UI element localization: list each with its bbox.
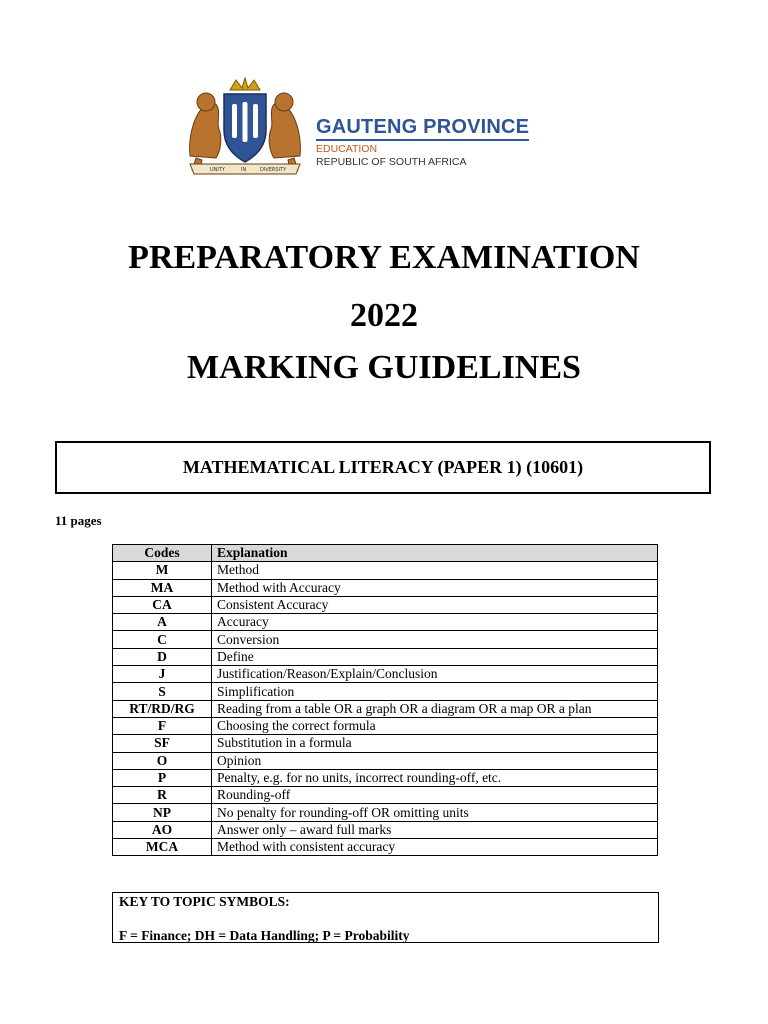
code-cell: A bbox=[113, 614, 212, 631]
code-cell: MA bbox=[113, 579, 212, 596]
code-cell: P bbox=[113, 769, 212, 786]
code-cell: M bbox=[113, 562, 212, 579]
logo-subtitle-country: REPUBLIC OF SOUTH AFRICA bbox=[316, 156, 467, 168]
explanation-cell: Justification/Reason/Explain/Conclusion bbox=[212, 666, 658, 683]
coat-of-arms-icon bbox=[180, 76, 310, 176]
code-cell: J bbox=[113, 666, 212, 683]
explanation-cell: Consistent Accuracy bbox=[212, 596, 658, 613]
table-row bbox=[113, 614, 658, 631]
topic-key-box bbox=[112, 892, 659, 943]
code-cell: D bbox=[113, 648, 212, 665]
explanation-cell: Accuracy bbox=[212, 614, 658, 631]
motto-word-2: IN bbox=[241, 167, 247, 173]
table-row bbox=[113, 821, 658, 838]
exam-title: PREPARATORY EXAMINATION bbox=[128, 239, 640, 276]
gauteng-education-logo bbox=[168, 72, 548, 180]
explanation-cell: Penalty, e.g. for no units, incorrect rounding-off, etc. bbox=[212, 769, 658, 786]
table-row bbox=[113, 787, 658, 804]
table-row bbox=[113, 562, 658, 579]
logo-text bbox=[316, 116, 529, 168]
code-cell: R bbox=[113, 787, 212, 804]
explanation-cell: Reading from a table OR a graph OR a diagram OR a map OR a plan bbox=[212, 700, 658, 717]
explanation-cell: Define bbox=[212, 648, 658, 665]
exam-year: 2022 bbox=[350, 297, 418, 334]
table-row bbox=[113, 631, 658, 648]
topic-key-text: F = Finance; DH = Data Handling; P = Probability bbox=[119, 928, 410, 943]
explanation-cell: Choosing the correct formula bbox=[212, 717, 658, 734]
motto-word-1: UNITY bbox=[210, 167, 225, 173]
code-cell: MCA bbox=[113, 839, 212, 856]
explanation-cell: Method bbox=[212, 562, 658, 579]
code-cell: O bbox=[113, 752, 212, 769]
table-row bbox=[113, 735, 658, 752]
table-row bbox=[113, 804, 658, 821]
table-body bbox=[113, 562, 658, 856]
explanation-cell: Substitution in a formula bbox=[212, 735, 658, 752]
marking-codes-table bbox=[112, 544, 658, 856]
table-header-row bbox=[113, 545, 658, 562]
column-header-explanation: Explanation bbox=[212, 545, 658, 562]
explanation-cell: Method with consistent accuracy bbox=[212, 839, 658, 856]
table-row bbox=[113, 717, 658, 734]
explanation-cell: Opinion bbox=[212, 752, 658, 769]
table-row bbox=[113, 700, 658, 717]
logo-title: GAUTENG PROVINCE bbox=[316, 116, 529, 141]
motto-word-3: DIVERSITY bbox=[260, 167, 287, 173]
logo-subtitle-education: EDUCATION bbox=[316, 143, 378, 155]
table-row bbox=[113, 752, 658, 769]
explanation-cell: Answer only – award full marks bbox=[212, 821, 658, 838]
explanation-cell: Method with Accuracy bbox=[212, 579, 658, 596]
table-row bbox=[113, 683, 658, 700]
code-cell: AO bbox=[113, 821, 212, 838]
table-row bbox=[113, 579, 658, 596]
document-type-title: MARKING GUIDELINES bbox=[187, 349, 581, 386]
table-row bbox=[113, 769, 658, 786]
code-cell: NP bbox=[113, 804, 212, 821]
code-cell: CA bbox=[113, 596, 212, 613]
explanation-cell: Simplification bbox=[212, 683, 658, 700]
code-cell: SF bbox=[113, 735, 212, 752]
table-row bbox=[113, 666, 658, 683]
code-cell: C bbox=[113, 631, 212, 648]
column-header-codes: Codes bbox=[113, 545, 212, 562]
table-row bbox=[113, 839, 658, 856]
code-cell: RT/RD/RG bbox=[113, 700, 212, 717]
subject-box bbox=[55, 441, 711, 494]
topic-key-heading: KEY TO TOPIC SYMBOLS: bbox=[119, 894, 290, 909]
explanation-cell: No penalty for rounding-off OR omitting units bbox=[212, 804, 658, 821]
explanation-cell: Conversion bbox=[212, 631, 658, 648]
subject-label: MATHEMATICAL LITERACY (PAPER 1) (10601) bbox=[182, 457, 584, 477]
table-row bbox=[113, 648, 658, 665]
code-cell: S bbox=[113, 683, 212, 700]
page-count: 11 pages bbox=[55, 513, 102, 528]
explanation-cell: Rounding-off bbox=[212, 787, 658, 804]
table-row bbox=[113, 596, 658, 613]
code-cell: F bbox=[113, 717, 212, 734]
